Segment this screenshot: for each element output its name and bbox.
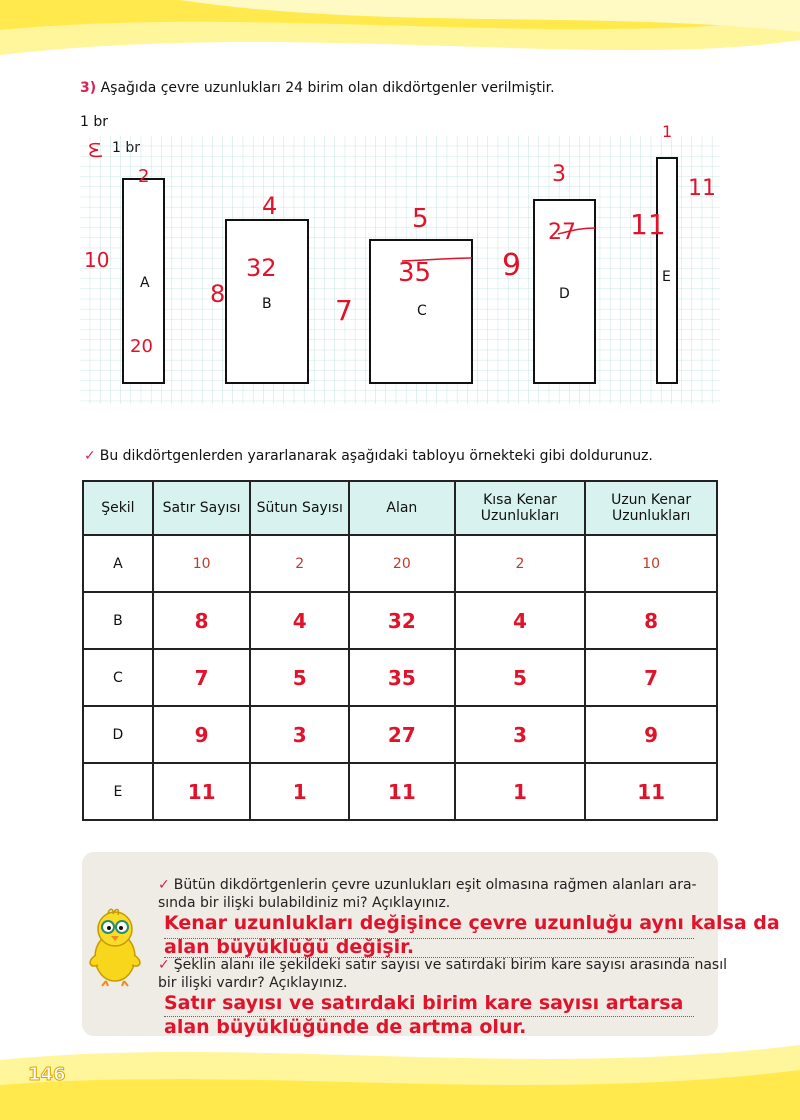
header-long-side: Uzun Kenar Uzunlukları <box>585 481 717 535</box>
handwritten-d-side: 9 <box>502 248 522 283</box>
cell-long-side: 9 <box>585 706 717 763</box>
cell-rows: 7 <box>153 649 251 706</box>
answer-2-line-2: alan büyüklüğünde de artma olur. <box>164 1016 527 1038</box>
question-text: Aşağıda çevre uzunlukları 24 birim olan dikdörtgenler verilmiştir. <box>100 80 555 96</box>
cell-columns: 4 <box>250 592 349 649</box>
rectangle-c-label: C <box>417 303 427 319</box>
handwritten-b-top: 4 <box>262 192 278 220</box>
header-short-side: Kısa Kenar Uzunlukları <box>455 481 586 535</box>
rectangle-a-label: A <box>140 275 150 291</box>
header-columns: Sütun Sayısı <box>250 481 349 535</box>
handwritten-a-side: 10 <box>84 248 110 272</box>
header-shape: Şekil <box>83 481 153 535</box>
cell-rows: 10 <box>153 535 251 592</box>
top-decorative-band <box>0 0 800 80</box>
question-title <box>80 80 555 96</box>
checkmark-icon: ✓ <box>158 877 170 893</box>
cell-short-side: 2 <box>455 535 586 592</box>
handwritten-c-top: 5 <box>412 204 429 234</box>
cell-columns: 5 <box>250 649 349 706</box>
row-shape: C <box>83 649 153 706</box>
rectangle-b-label: B <box>262 296 272 312</box>
row-shape: A <box>83 535 153 592</box>
panel-question-2 <box>158 956 727 992</box>
header-area: Alan <box>349 481 455 535</box>
cell-short-side: 1 <box>455 763 586 820</box>
handwritten-c-area: 35 <box>398 258 432 288</box>
q1-line-1: Bütün dikdörtgenlerin çevre uzunlukları eşit olmasına rağmen alanları ara- <box>173 877 697 893</box>
table-row <box>83 592 717 649</box>
cell-area: 11 <box>349 763 455 820</box>
cell-columns: 1 <box>250 763 349 820</box>
bottom-decorative-band <box>0 1030 800 1120</box>
handwritten-a-area: 20 <box>130 336 153 357</box>
cell-area: 27 <box>349 706 455 763</box>
table-header-row <box>83 481 717 535</box>
q2-line-2: bir ilişki vardır? Açıklayınız. <box>158 975 348 991</box>
handwritten-b-side: 8 <box>210 280 226 308</box>
table-row <box>83 763 717 820</box>
cell-long-side: 11 <box>585 763 717 820</box>
handwritten-e-top: 1 <box>662 122 673 141</box>
q2-line-1: Şeklin alanı ile şekildeki satır sayısı ve satırdaki birim kare sayısı arasında nasıl <box>173 957 728 973</box>
chick-mascot-icon <box>84 905 146 987</box>
unit-label-horizontal: 1 br <box>80 114 108 130</box>
cell-short-side: 4 <box>455 592 586 649</box>
checkmark-icon: ✓ <box>84 448 96 464</box>
instruction <box>84 448 653 464</box>
answer-1-line-1: Kenar uzunlukları değişince çevre uzunluğu aynı kalsa da <box>164 912 780 934</box>
handwritten-e-side-right: 11 <box>688 176 716 201</box>
answer-1-line-2: alan büyüklüğü değişir. <box>164 936 415 958</box>
cell-long-side: 10 <box>585 535 717 592</box>
q1-line-2: sında bir ilişki bulabildiniz mi? Açıklayınız. <box>158 895 451 911</box>
cell-long-side: 8 <box>585 592 717 649</box>
table-row <box>83 649 717 706</box>
handwritten-d-top: 3 <box>552 162 566 187</box>
data-table <box>82 480 718 821</box>
row-shape: E <box>83 763 153 820</box>
page-number: 146 <box>28 1064 66 1085</box>
cell-area: 20 <box>349 535 455 592</box>
cell-short-side: 3 <box>455 706 586 763</box>
header-rows: Satır Sayısı <box>153 481 251 535</box>
cell-columns: 2 <box>250 535 349 592</box>
cell-rows: 11 <box>153 763 251 820</box>
rectangle-d-label: D <box>559 286 570 302</box>
cell-area: 32 <box>349 592 455 649</box>
instruction-text: Bu dikdörtgenlerden yararlanarak aşağıdaki tabloyu örnekteki gibi doldurunuz. <box>99 448 653 464</box>
table-row <box>83 706 717 763</box>
handwritten-b-area: 32 <box>246 254 277 282</box>
checkmark-icon: ✓ <box>158 957 170 973</box>
cell-rows: 9 <box>153 706 251 763</box>
cell-rows: 8 <box>153 592 251 649</box>
row-shape: D <box>83 706 153 763</box>
handwritten-e-side: 11 <box>630 208 666 241</box>
table-row <box>83 535 717 592</box>
cell-area: 35 <box>349 649 455 706</box>
panel-question-1 <box>158 876 697 912</box>
answer-2-line-1: Satır sayısı ve satırdaki birim kare sayısı artarsa <box>164 992 684 1014</box>
row-shape: B <box>83 592 153 649</box>
handwritten-d-area: 27 <box>548 220 576 245</box>
handwritten-a-top: 2 <box>138 166 150 187</box>
cell-long-side: 7 <box>585 649 717 706</box>
cell-short-side: 5 <box>455 649 586 706</box>
question-number: 3) <box>80 80 97 96</box>
handwritten-c-side: 7 <box>335 294 353 327</box>
cell-columns: 3 <box>250 706 349 763</box>
rectangle-e-label: E <box>662 269 671 285</box>
